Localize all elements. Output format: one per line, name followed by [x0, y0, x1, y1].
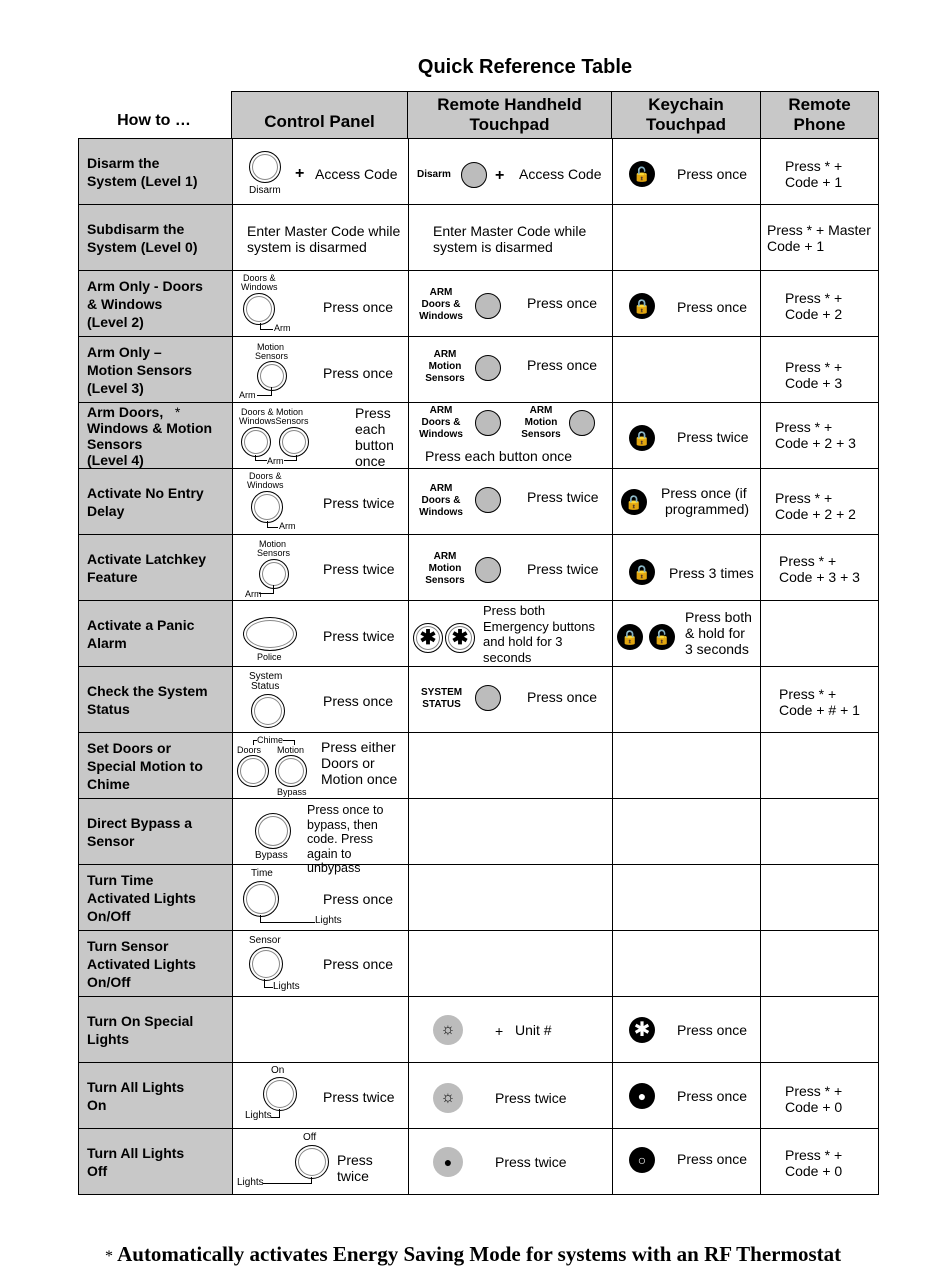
- table-row: [79, 997, 879, 1063]
- header-howto: How to …: [117, 112, 191, 129]
- row-label: Direct Bypass a Sensor: [79, 799, 233, 865]
- instruction-text: Press once: [323, 693, 394, 709]
- keychain-cell: [613, 337, 761, 403]
- header-remote-handheld: Remote Handheld Touchpad: [407, 91, 612, 139]
- phone-cell: [761, 601, 879, 667]
- instruction-text: Press twice: [495, 1154, 567, 1170]
- remote-handheld-cell: [409, 601, 613, 667]
- remote-handheld-cell: [409, 205, 613, 271]
- keychain-cell: [613, 139, 761, 205]
- button-label: Doors &: [243, 273, 276, 283]
- instruction-text: Code + 0: [785, 1163, 843, 1179]
- instruction-text: Press twice: [337, 1152, 373, 1184]
- button-label: ARM Doors & Windows: [419, 287, 463, 322]
- instruction-text: Press twice: [323, 561, 395, 577]
- button-label: Lights: [273, 981, 300, 992]
- instruction-text: system is disarmed: [247, 239, 367, 255]
- phone-cell: [761, 535, 879, 601]
- button-label: SYSTEM STATUS: [421, 687, 463, 710]
- table-row: [79, 469, 879, 535]
- instruction-text: Press once: [677, 166, 748, 182]
- instruction-text: Press twice: [677, 429, 749, 445]
- keychain-cell: [613, 733, 761, 799]
- lock-icon[interactable]: 🔒: [629, 559, 655, 585]
- instruction-text: Press once to bypass, then code. Press again to unbypass: [307, 803, 384, 875]
- phone-cell: [761, 205, 879, 271]
- button-label: Arm: [274, 323, 291, 333]
- arm-motion-sensors-button[interactable]: [475, 557, 501, 583]
- instruction-text: programmed): [665, 501, 750, 517]
- remote-handheld-cell: [409, 1063, 613, 1129]
- remote-handheld-cell: [409, 931, 613, 997]
- motion-button[interactable]: [275, 755, 307, 787]
- row-label: Turn All Lights On: [79, 1063, 233, 1129]
- button-label: Arm: [239, 390, 256, 400]
- arm-doors-windows-button[interactable]: [475, 293, 501, 319]
- instruction-text: Press * +: [785, 158, 843, 174]
- table-row: [79, 535, 879, 601]
- instruction-text: Press * +: [785, 1147, 843, 1163]
- leader-line: [257, 387, 272, 396]
- table-row: [79, 733, 879, 799]
- plus-sign: +: [495, 1023, 504, 1039]
- instruction-text: Press * +: [775, 490, 833, 506]
- phone-cell: [761, 469, 879, 535]
- instruction-text: Press twice: [323, 495, 395, 511]
- instruction-text: Code + 1: [767, 238, 825, 254]
- instruction-text: Press twice: [527, 561, 599, 577]
- arm-doors-windows-button[interactable]: [475, 487, 501, 513]
- leader-line: [267, 521, 278, 528]
- keychain-cell: [613, 601, 761, 667]
- button-label: Arm: [279, 521, 296, 531]
- phone-cell: [761, 865, 879, 931]
- instruction-text: Press once: [677, 1088, 748, 1104]
- asterisk-note: *: [105, 1248, 113, 1265]
- remote-handheld-cell: [409, 799, 613, 865]
- keychain-cell: [613, 931, 761, 997]
- button-label: Disarm: [249, 185, 281, 196]
- instruction-text: Code + 2 + 3: [775, 435, 856, 451]
- asterisk-icon[interactable]: ✱: [629, 1017, 655, 1043]
- remote-handheld-cell: [409, 337, 613, 403]
- leader-line: [264, 979, 273, 988]
- sensor-button[interactable]: [249, 947, 283, 981]
- control-panel-cell: [233, 139, 409, 205]
- phone-cell: [761, 997, 879, 1063]
- light-icon[interactable]: ☼: [433, 1015, 463, 1045]
- instruction-text: Code + # + 1: [779, 702, 860, 718]
- leader-line: [260, 323, 273, 330]
- doors-windows-button[interactable]: [251, 491, 283, 523]
- control-panel-cell: [233, 931, 409, 997]
- light-icon[interactable]: ☼: [433, 1083, 463, 1113]
- lock-icon[interactable]: 🔒: [629, 293, 655, 319]
- instruction-text: Code + 0: [785, 1099, 843, 1115]
- system-status-button[interactable]: [475, 685, 501, 711]
- motion-sensors-button[interactable]: [279, 427, 309, 457]
- instruction-text: Access Code: [315, 166, 398, 182]
- control-panel-cell: [233, 535, 409, 601]
- keychain-cell: [613, 997, 761, 1063]
- instruction-text: Press once: [323, 891, 394, 907]
- off-button[interactable]: [295, 1145, 329, 1179]
- button-label: Windows: [247, 480, 284, 490]
- button-label: Motion: [277, 745, 305, 755]
- button-label: Bypass: [255, 850, 288, 861]
- phone-cell: [761, 139, 879, 205]
- row-label: Set Doors or Special Motion to Chime: [79, 733, 233, 799]
- keychain-cell: [613, 403, 761, 469]
- button-label: Lights: [237, 1177, 264, 1188]
- button-label: Windows: [241, 282, 278, 292]
- leader-line: [263, 1177, 312, 1184]
- instruction-text: Press once: [677, 1151, 748, 1167]
- arm-motion-sensors-button[interactable]: [475, 355, 501, 381]
- instruction-text: Code + 2: [785, 306, 843, 322]
- on-button[interactable]: [263, 1077, 297, 1111]
- page-title: Quick Reference Table: [417, 56, 633, 78]
- bulb-icon[interactable]: ●: [433, 1147, 463, 1177]
- arm-doors-windows-button[interactable]: [475, 410, 501, 436]
- button-label: ARM Motion Sensors: [521, 405, 561, 440]
- lock-icon[interactable]: 🔒: [621, 489, 647, 515]
- instruction-text: Press * +: [785, 290, 843, 306]
- bulb-icon[interactable]: ○: [629, 1147, 655, 1173]
- header-remote-phone: Remote Phone: [760, 91, 879, 139]
- leader-line: [271, 1109, 280, 1118]
- phone-cell: [761, 271, 879, 337]
- table-row: [79, 1129, 879, 1195]
- phone-cell: [761, 1129, 879, 1195]
- button-label: Lights: [315, 915, 342, 926]
- button-label: Disarm: [417, 169, 451, 180]
- instruction-text: Press * +: [785, 359, 843, 375]
- instruction-text: Enter Master Code while: [247, 223, 401, 239]
- control-panel-cell: [233, 1129, 409, 1195]
- button-label: System: [249, 671, 283, 682]
- table-row: [79, 205, 879, 271]
- control-panel-cell: [233, 997, 409, 1063]
- phone-cell: [761, 403, 879, 469]
- row-label: Arm Doors, * Windows & Motion Sensors (Level 4): [79, 403, 233, 469]
- phone-cell: [761, 931, 879, 997]
- row-label: Arm Only - Doors & Windows (Level 2): [79, 271, 233, 337]
- arm-motion-sensors-button[interactable]: [569, 410, 595, 436]
- row-label: Activate a Panic Alarm: [79, 601, 233, 667]
- doors-windows-button[interactable]: [243, 293, 275, 325]
- header-control-panel: Control Panel: [231, 91, 408, 139]
- keychain-cell: [613, 469, 761, 535]
- keychain-cell: [613, 799, 761, 865]
- button-label: Sensors: [257, 548, 291, 558]
- row-label: Arm Only – Motion Sensors (Level 3): [79, 337, 233, 403]
- keychain-cell: [613, 205, 761, 271]
- button-label: ARM Motion Sensors: [425, 551, 465, 586]
- instruction-text: Press * +: [779, 686, 837, 702]
- button-label: Bypass: [277, 787, 307, 797]
- instruction-text: Code + 2 + 2: [775, 506, 856, 522]
- table-row: [79, 601, 879, 667]
- remote-handheld-cell: [409, 403, 613, 469]
- plus-sign: +: [495, 167, 505, 184]
- button-label: Sensors: [255, 351, 289, 361]
- reference-table: [78, 138, 879, 1195]
- instruction-text: Press twice: [323, 628, 395, 644]
- control-panel-cell: [233, 337, 409, 403]
- control-panel-cell: [233, 733, 409, 799]
- instruction-text: Press each button once: [425, 448, 573, 464]
- unlock-icon[interactable]: 🔓: [629, 161, 655, 187]
- keychain-cell: [613, 865, 761, 931]
- remote-handheld-cell: [409, 139, 613, 205]
- table-row: [79, 1063, 879, 1129]
- asterisk-note: *: [174, 403, 181, 420]
- phone-cell: [761, 667, 879, 733]
- control-panel-cell: [233, 601, 409, 667]
- remote-handheld-cell: [409, 469, 613, 535]
- button-label: ARM Doors & Windows: [419, 405, 463, 440]
- button-label: Sensor: [249, 935, 281, 946]
- instruction-text: Press both & hold for 3 seconds: [685, 609, 752, 657]
- doors-button[interactable]: [237, 755, 269, 787]
- header-keychain: Keychain Touchpad: [611, 91, 761, 139]
- button-label: Arm: [245, 589, 262, 599]
- instruction-text: Press 3 times: [669, 565, 754, 581]
- button-label: On: [271, 1065, 285, 1076]
- button-label: ARM Motion Sensors: [425, 349, 465, 384]
- remote-handheld-cell: [409, 667, 613, 733]
- button-label: ARM Doors & Windows: [419, 483, 463, 518]
- table-row: [79, 403, 879, 469]
- plus-sign: +: [295, 165, 305, 182]
- unlock-icon[interactable]: 🔓: [649, 624, 675, 650]
- button-label: Doors &: [249, 471, 282, 481]
- remote-handheld-cell: [409, 1129, 613, 1195]
- control-panel-cell: [233, 1063, 409, 1129]
- instruction-text: Enter Master Code while: [433, 223, 587, 239]
- row-label: Activate No Entry Delay: [79, 469, 233, 535]
- instruction-text: Unit #: [515, 1022, 552, 1038]
- phone-cell: [761, 733, 879, 799]
- button-label: Status: [251, 681, 280, 692]
- button-label: Doors & Motion: [241, 407, 304, 417]
- instruction-text: system is disarmed: [433, 239, 553, 255]
- table-row: [79, 271, 879, 337]
- row-label: Disarm the System (Level 1): [79, 139, 233, 205]
- bulb-icon[interactable]: ●: [629, 1083, 655, 1109]
- instruction-text: Press * +: [779, 553, 837, 569]
- instruction-text: Press twice: [495, 1090, 567, 1106]
- remote-handheld-cell: [409, 733, 613, 799]
- instruction-text: Press * +: [775, 419, 833, 435]
- instruction-text: Press once: [527, 689, 598, 705]
- leader-line: [260, 915, 315, 923]
- row-label: Check the System Status: [79, 667, 233, 733]
- table-row: [79, 865, 879, 931]
- instruction-text: Press either Doors or Motion once: [321, 739, 398, 787]
- disarm-button[interactable]: [461, 162, 487, 188]
- instruction-text: Press once: [527, 357, 598, 373]
- bypass-button[interactable]: [255, 813, 291, 849]
- control-panel-cell: [233, 469, 409, 535]
- table-row: [79, 337, 879, 403]
- instruction-text: Press once: [677, 299, 748, 315]
- row-label: Subdisarm the System (Level 0): [79, 205, 233, 271]
- row-label: Turn Sensor Activated Lights On/Off: [79, 931, 233, 997]
- control-panel-cell: [233, 403, 409, 469]
- instruction-text: Press * +: [785, 1083, 843, 1099]
- remote-handheld-cell: [409, 535, 613, 601]
- control-panel-cell: [233, 667, 409, 733]
- keychain-cell: [613, 667, 761, 733]
- row-label: Turn Time Activated Lights On/Off: [79, 865, 233, 931]
- button-label: Lights: [245, 1110, 272, 1121]
- button-label: Police: [257, 652, 282, 662]
- row-label: Turn On Special Lights: [79, 997, 233, 1063]
- police-button[interactable]: [243, 617, 297, 651]
- table-row: [79, 931, 879, 997]
- button-label: WindowsSensors: [239, 416, 309, 426]
- instruction-text: Code + 3: [785, 375, 843, 391]
- button-label: Motion: [259, 539, 287, 549]
- keychain-cell: [613, 1129, 761, 1195]
- row-label: Activate Latchkey Feature: [79, 535, 233, 601]
- table-row: [79, 139, 879, 205]
- remote-handheld-cell: [409, 865, 613, 931]
- instruction-text: Press once: [323, 299, 394, 315]
- doors-windows-button[interactable]: [241, 427, 271, 457]
- button-label: Chime: [257, 735, 284, 745]
- button-label: Time: [251, 868, 273, 879]
- table-row: [79, 667, 879, 733]
- disarm-button[interactable]: [249, 151, 281, 183]
- lock-icon[interactable]: 🔒: [617, 624, 643, 650]
- phone-cell: [761, 1063, 879, 1129]
- table-row: [79, 799, 879, 865]
- lock-icon[interactable]: 🔒: [629, 425, 655, 451]
- remote-handheld-cell: [409, 997, 613, 1063]
- footer-note: * Automatically activates Energy Saving Mode for systems with an RF Thermostat: [105, 1242, 842, 1266]
- instruction-text: Press each button once: [355, 405, 394, 469]
- instruction-text: Press once: [527, 295, 598, 311]
- asterisk-icon[interactable]: ✱: [445, 623, 475, 653]
- system-status-button[interactable]: [251, 694, 285, 728]
- remote-handheld-cell: [409, 271, 613, 337]
- instruction-text: Press once: [323, 956, 394, 972]
- phone-cell: [761, 337, 879, 403]
- keychain-cell: [613, 271, 761, 337]
- instruction-text: Press * + Master: [767, 222, 871, 238]
- instruction-text: Press once: [677, 1022, 748, 1038]
- instruction-text: Press once: [323, 365, 394, 381]
- button-label: Arm: [267, 456, 284, 466]
- button-label: Doors: [237, 745, 262, 755]
- instruction-text: Press twice: [323, 1089, 395, 1105]
- instruction-text: Press once (if: [661, 485, 747, 501]
- time-button[interactable]: [243, 881, 279, 917]
- instruction-text: Press twice: [527, 489, 599, 505]
- keychain-cell: [613, 535, 761, 601]
- asterisk-icon[interactable]: ✱: [413, 623, 443, 653]
- instruction-text: Access Code: [519, 166, 602, 182]
- instruction-text: Press both Emergency buttons and hold for 3 seconds: [483, 603, 596, 665]
- control-panel-cell: [233, 205, 409, 271]
- control-panel-cell: [233, 865, 409, 931]
- instruction-text: Code + 1: [785, 174, 843, 190]
- row-label: Turn All Lights Off: [79, 1129, 233, 1195]
- control-panel-cell: [233, 271, 409, 337]
- phone-cell: [761, 799, 879, 865]
- button-label: Motion: [257, 342, 285, 352]
- button-label: Off: [303, 1132, 317, 1143]
- keychain-cell: [613, 1063, 761, 1129]
- instruction-text: Code + 3 + 3: [779, 569, 860, 585]
